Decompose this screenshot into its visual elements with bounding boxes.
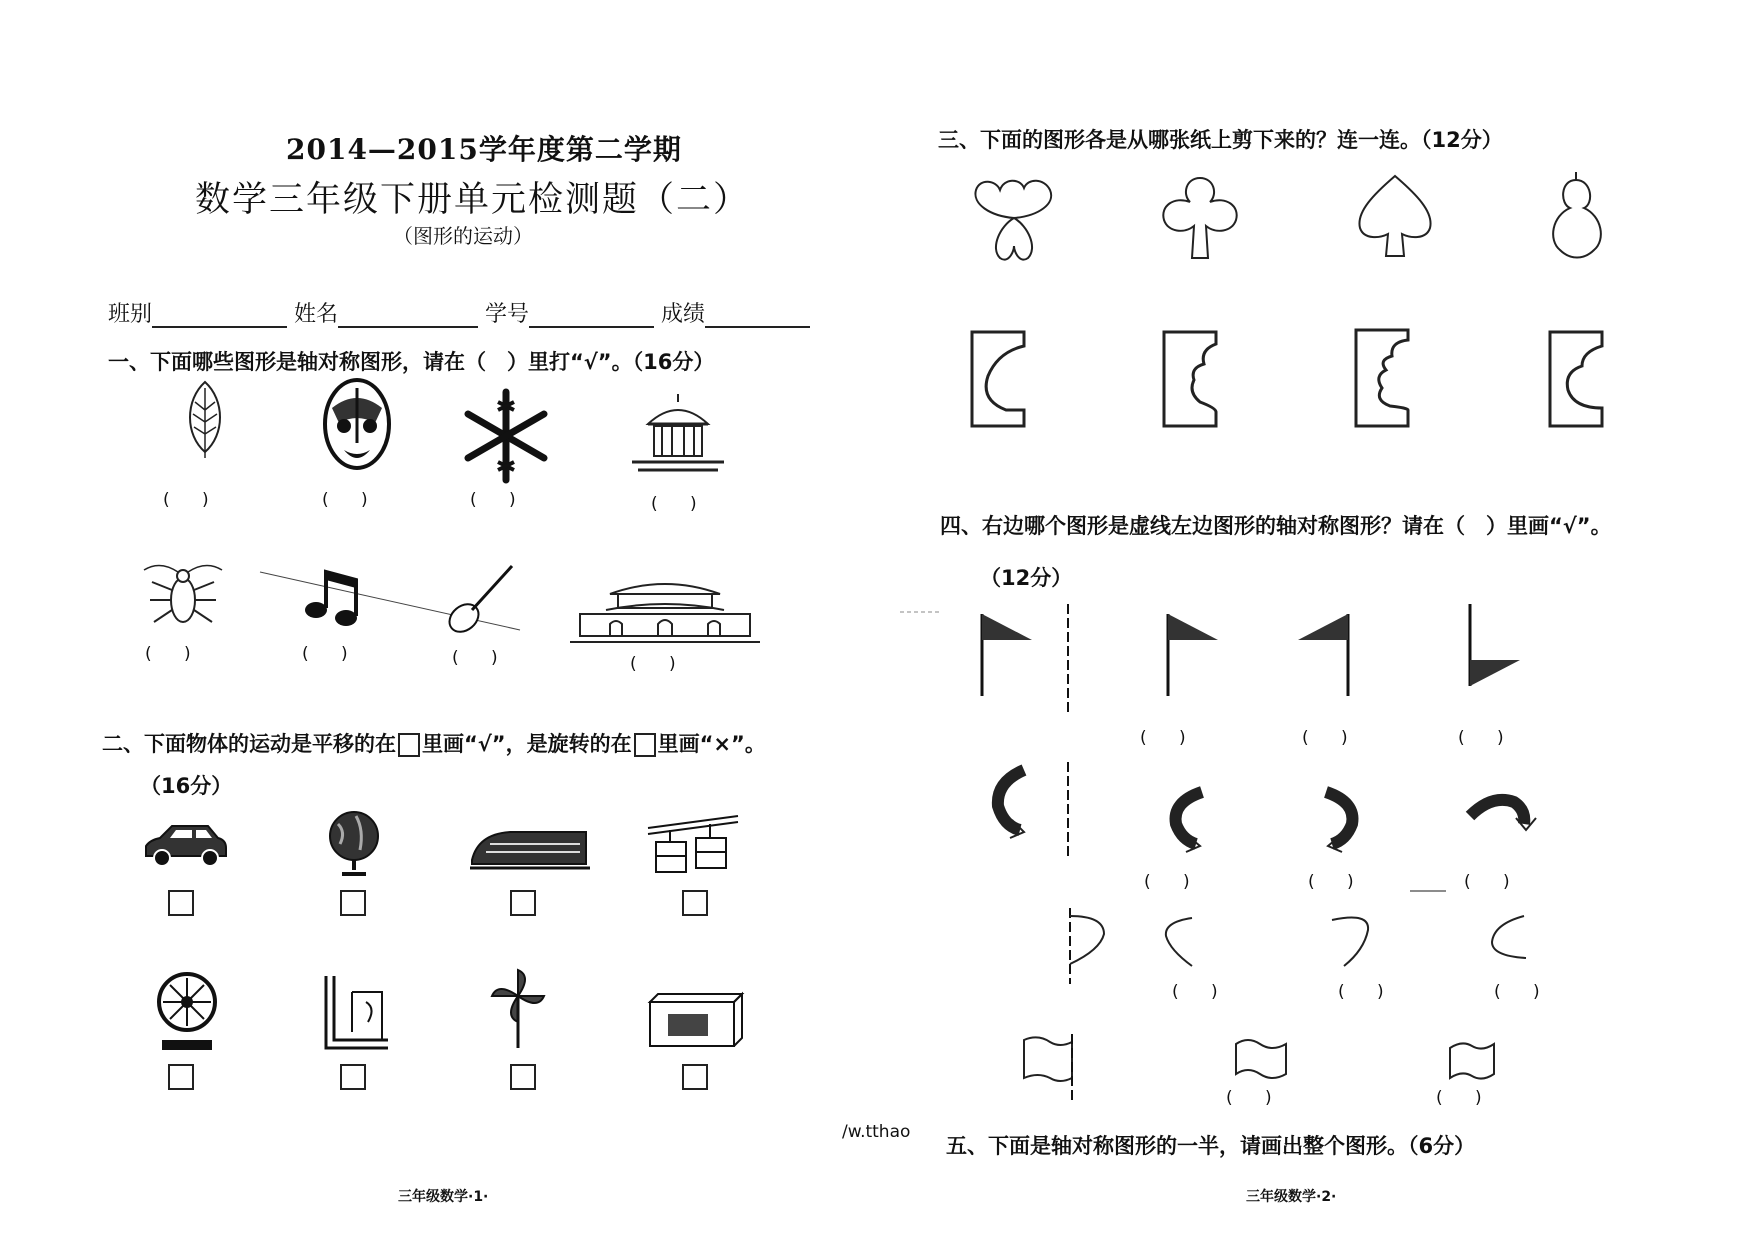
id-blank[interactable] (529, 306, 654, 328)
paper-3-icon (1352, 326, 1412, 430)
q4-flag-option-1-icon (1160, 610, 1230, 700)
q2-box-car[interactable] (168, 890, 194, 916)
q1-text: 一、下面哪些图形是轴对称图形，请在（ ）里打“√”。（16分） (108, 350, 715, 374)
q2-box-drawer[interactable] (682, 1064, 708, 1090)
q4-stray-dash-icon (1408, 888, 1448, 894)
q4-arrow-option-3-icon (1462, 790, 1542, 850)
q4-arc-option-1-icon (1158, 912, 1218, 972)
cable-car-icon (648, 812, 738, 878)
q1-paren-3[interactable]: ( ) (470, 490, 516, 510)
score-label: 成绩 (661, 302, 706, 327)
q4-paren-3-3[interactable]: ( ) (1494, 982, 1540, 1002)
q4-paren-2-3[interactable]: ( ) (1464, 872, 1510, 892)
q1-paren-8[interactable]: ( ) (630, 654, 676, 674)
q4-paren-4-2[interactable]: ( ) (1436, 1088, 1482, 1108)
q2-text-c: 里画“×”。 (657, 732, 766, 756)
name-blank[interactable] (338, 306, 478, 328)
watermark: /w.tthao (842, 1122, 911, 1142)
q4-paren-2-2[interactable]: ( ) (1308, 872, 1354, 892)
q2-box-pinwheel[interactable] (510, 1064, 536, 1090)
footer-left: 三年级数学·1· (398, 1189, 489, 1205)
name-label: 姓名 (294, 302, 339, 327)
student-info-row (108, 297, 810, 328)
window-icon (322, 972, 392, 1052)
leaf-icon (180, 380, 230, 460)
drawer-icon (648, 992, 744, 1048)
q4-arc-original-icon (1060, 906, 1120, 986)
q4-arrow-original-icon (980, 760, 1090, 860)
q4-paren-1-2[interactable]: ( ) (1302, 728, 1348, 748)
footer-right: 三年级数学·2· (1246, 1189, 1337, 1205)
year-line: 2014—2015学年度第二学期 (286, 133, 682, 166)
page-subtitle: （图形的运动） (393, 224, 533, 248)
insect-icon (140, 560, 226, 630)
q4-wave-option-2-icon (1446, 1034, 1498, 1084)
pavilion-icon (628, 392, 728, 478)
q4-paren-3-2[interactable]: ( ) (1338, 982, 1384, 1002)
class-blank[interactable] (152, 306, 287, 328)
globe-icon (326, 810, 382, 878)
q2-box-cable-car[interactable] (682, 890, 708, 916)
fan-icon (152, 970, 222, 1054)
q4-paren-1-3[interactable]: ( ) (1458, 728, 1504, 748)
q2-box-globe[interactable] (340, 890, 366, 916)
q2-inline-box-2 (634, 733, 656, 757)
q1-paren-7[interactable]: ( ) (452, 648, 498, 668)
heart-clover-icon (970, 176, 1058, 262)
snowflake-icon (458, 388, 554, 484)
q4-score: （12分） (980, 566, 1073, 590)
q5-text: 五、下面是轴对称图形的一半，请画出整个图形。（6分） (946, 1134, 1476, 1158)
q3-text: 三、下面的图形各是从哪张纸上剪下来的？连一连。（12分） (938, 128, 1503, 152)
q4-flag-original-icon (900, 600, 1090, 720)
q2-text-a: 二、下面物体的运动是平移的在 (102, 732, 396, 756)
q4-paren-3-1[interactable]: ( ) (1172, 982, 1218, 1002)
pinwheel-icon (488, 966, 548, 1050)
q1-paren-2[interactable]: ( ) (322, 490, 368, 510)
car-icon (142, 822, 228, 872)
q1-paren-6[interactable]: ( ) (302, 644, 348, 664)
q4-arrow-option-2-icon (1312, 786, 1372, 856)
q4-paren-4-1[interactable]: ( ) (1226, 1088, 1272, 1108)
score-blank[interactable] (705, 306, 810, 328)
q1-paren-4[interactable]: ( ) (651, 494, 697, 514)
q4-arc-option-2-icon (1326, 912, 1386, 972)
q4-flag-option-2-icon (1288, 610, 1358, 700)
paper-1-icon (968, 328, 1028, 430)
page-title: 数学三年级下册单元检测题（二） (195, 180, 751, 220)
class-label: 班别 (108, 302, 153, 327)
q4-text: 四、右边哪个图形是虚线左边图形的轴对称图形？请在（ ）里画“√”。 (940, 514, 1612, 538)
q2-score: （16分） (140, 774, 233, 798)
q4-wave-option-1-icon (1232, 1034, 1292, 1084)
q2-box-fan[interactable] (168, 1064, 194, 1090)
q2-text-b: 里画“√”，是旋转的在 (422, 732, 632, 756)
id-label: 学号 (485, 302, 530, 327)
q2-inline-box-1 (398, 733, 420, 757)
club-icon (1156, 172, 1244, 260)
q4-wave-original-icon (1020, 1032, 1090, 1102)
paper-2-icon (1160, 328, 1220, 430)
q2-box-window[interactable] (340, 1064, 366, 1090)
q4-arc-option-3-icon (1484, 908, 1544, 968)
note-violin-icon (254, 560, 524, 640)
q1-paren-5[interactable]: ( ) (145, 644, 191, 664)
tiananmen-icon (570, 576, 760, 646)
q4-flag-option-3-icon (1462, 600, 1532, 692)
opera-mask-icon (320, 378, 394, 474)
q2-text (102, 728, 766, 758)
q2-box-train[interactable] (510, 890, 536, 916)
q4-paren-2-1[interactable]: ( ) (1144, 872, 1190, 892)
gourd-icon (1546, 170, 1608, 260)
train-icon (470, 824, 590, 872)
spade-icon (1356, 172, 1434, 258)
q1-paren-1[interactable]: ( ) (163, 490, 209, 510)
q4-arrow-option-1-icon (1162, 786, 1222, 856)
q4-paren-1-1[interactable]: ( ) (1140, 728, 1186, 748)
paper-4-icon (1546, 328, 1606, 430)
